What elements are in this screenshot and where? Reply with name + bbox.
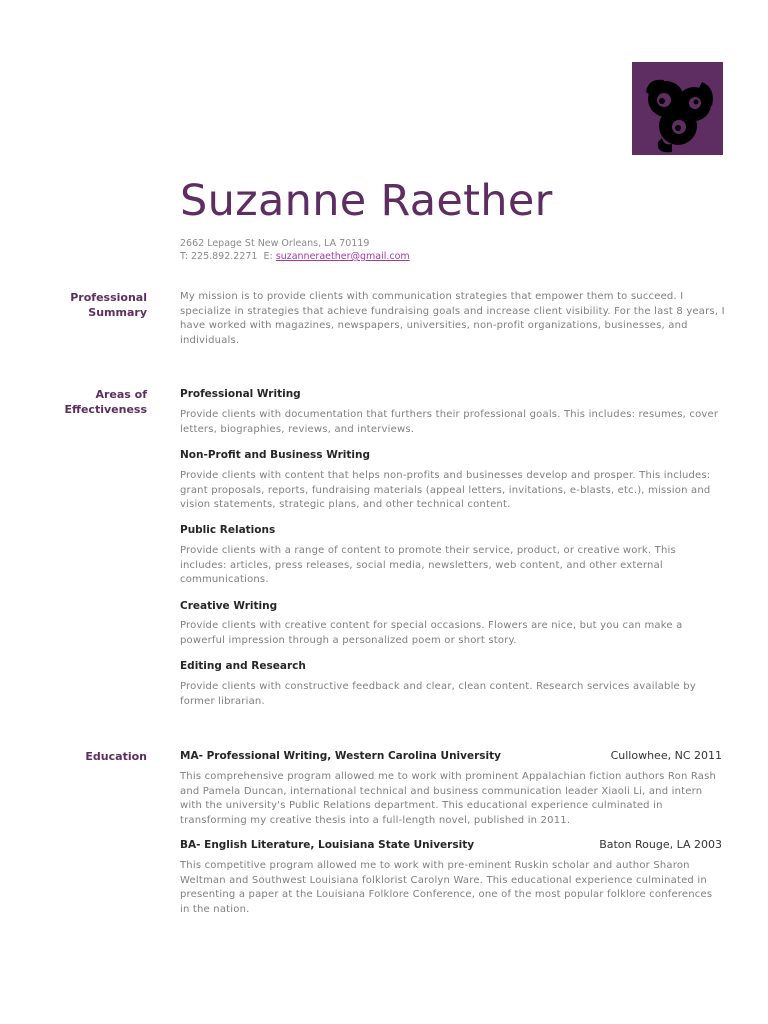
area-text: Provide clients with a range of content to promote their service, product, or creative work. This includes: articles, press releases, social media, newsletters, web content, and other external communications. [180, 545, 676, 585]
areas-label-line1: Areas of [95, 388, 147, 401]
area-text: Provide clients with content that helps non-profits and businesses develop and prosper. This includes: grant proposals, reports, fundraising materials (appeal letters, invitations, e-blasts, etc.), mission and vision statements, strategic plans, and other technical content. [180, 470, 711, 510]
logo [632, 62, 723, 155]
area-title: Non-Profit and Business Writing [180, 449, 370, 461]
address: 2662 Lepage St New Orleans, LA 70119 [180, 238, 370, 249]
area-title: Editing and Research [180, 660, 306, 672]
degree-text: This comprehensive program allowed me to work with prominent Appalachian fiction authors Ron Rash and Pamela Duncan, international technical and business communication leader Xiaoli Li, and intern with the university's Public Relations department. This educational experience culminated in transforming my creative thesis into a full-length novel, published in 2011. [180, 771, 717, 826]
area-title: Creative Writing [180, 600, 278, 612]
areas-label-line2: Effectiveness [64, 402, 147, 416]
email-link[interactable]: suzanneraether@gmail.com [275, 251, 410, 262]
degree-title: BA- English Literature, Louisiana State University [180, 839, 475, 851]
area-text: Provide clients with documentation that furthers their professional goals. This includes: resumes, cover letters, biographies, reviews, and interviews. [180, 409, 719, 435]
section-label-summary [40, 291, 147, 320]
contact-block [180, 237, 410, 263]
degree-text: This competitive program allowed me to work with pre-eminent Ruskin scholar and author Sharon Weltman and Southwest Louisiana folklorist Carolyn Ware. This educational experience culminated in presenting a paper at the Louisiana Folklore Conference, one of the most popular folklore conferences in the nation. [180, 860, 713, 915]
email-label: E: [263, 251, 273, 262]
degree-location: Baton Rouge, LA 2003 [599, 838, 722, 851]
section-label-education: Education [85, 750, 147, 763]
section-label-areas [40, 388, 147, 417]
candidate-name: Suzanne Raether [180, 176, 553, 226]
summary-label-line1: Professional [70, 291, 147, 304]
area-title: Professional Writing [180, 388, 301, 400]
summary-text: My mission is to provide clients with communication strategies that empower them to succeed. I specialize in strategies that achieve fundraising goals and increase client visibility. For the last 8 years, I have worked with magazines, newspapers, universities, non-profit organizations, businesses, and individuals. [180, 291, 725, 346]
degree-location: Cullowhee, NC 2011 [610, 749, 722, 762]
phone-email-line [180, 250, 410, 263]
area-text: Provide clients with creative content for special occasions. Flowers are nice, but you can make a powerful impression through a personalized poem or short story. [180, 620, 683, 646]
area-text: Provide clients with constructive feedback and clear, clean content. Research services available by former librarian. [180, 681, 696, 707]
summary-label-line2: Summary [88, 305, 147, 319]
area-title: Public Relations [180, 524, 276, 536]
degree-title: MA- Professional Writing, Western Carolina University [180, 750, 502, 762]
phone: T: 225.892.2271 [180, 251, 258, 262]
triskele-icon [632, 62, 723, 155]
